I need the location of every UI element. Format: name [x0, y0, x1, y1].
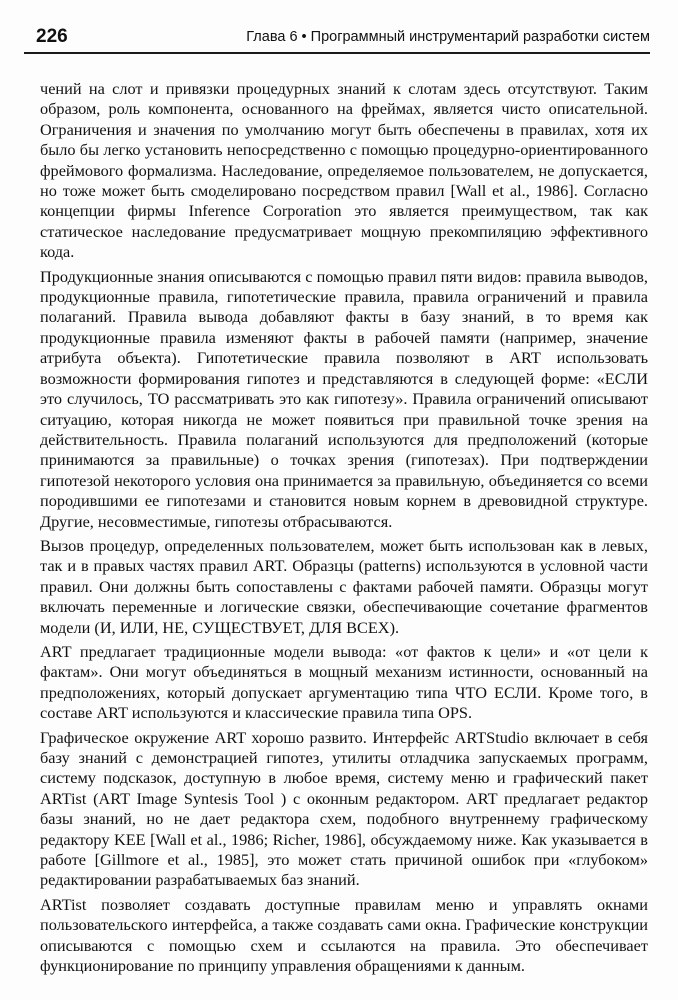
- paragraph-2: Продукционные знания описываются с помощью правил пяти видов: правила выводов, продукционные правила, гипотетические правила, правила ограничений и правила полаганий. Правила вывода добавляют факты в базу знаний, в то время как продукционные правила изменяют факты в рабочей памяти (например, значение атрибута объекта). Гипотетические правила позволяют в ART использовать возможности формирования гипотез и представляются в следующей форме: «ЕСЛИ это случилось, ТО рассматривать это как гипотезу». Правила ограничений описывают ситуацию, которая никогда не может появиться при правильной точке зрения на действительность. Правила полаганий используются для предположений (которые принимаются за правильные) о точках зрения (гипотезах). При подтверждении гипотезой некоторого условия она принимается за правильную, объединяется со всеми породившими ее гипотезами и становится новым корнем в древовидной структуре. Другие, несовместимые, гипотезы отбрасываются.: [40, 266, 648, 531]
- body-text: [40, 79, 648, 980]
- paragraph-4: ART предлагает традиционные модели вывода: «от фактов к цели» и «от цели к фактам». Они могут объединяться в мощный механизм истинности, основанный на предположениях, который допускает аргументацию типа ЧТО ЕСЛИ. Кроме того, в составе ART используются и классические правила типа OPS.: [40, 641, 648, 723]
- paragraph-3: Вызов процедур, определенных пользователем, может быть использован как в левых, так и в правых частях правил ART. Образцы (patterns) используются в условной части правил. Они должны быть сопоставлены с фактами рабочей памяти. Образцы могут включать переменные и логические связки, обеспечивающие сочетание фрагментов модели (И, ИЛИ, НЕ, СУЩЕСТВУЕТ, ДЛЯ ВСЕХ).: [40, 535, 648, 637]
- running-head: Глава 6 • Программный инструментарий разработки систем: [246, 29, 650, 45]
- page-header: [24, 26, 650, 54]
- paragraph-5: Графическое окружение ART хорошо развито. Интерфейс ARTStudio включает в себя базу знаний с демонстрацией гипотез, утилиты отладчика запускаемых программ, систему подсказок, доступную в любое время, систему меню и графический пакет ARTist (ART Image Syntesis Tool ) с оконным редактором. ART предлагает редактор базы знаний, но не дает редактора схем, подобного внутреннему графическому редактору KEE [Wall et al., 1986; Richer, 1986], обсуждаемому ниже. Как указывается в работе [Gillmore et al., 1985], это может стать причиной ошибок при «глубоком» редактировании разрабатываемых баз знаний.: [40, 727, 648, 890]
- paragraph-6: ARTist позволяет создавать доступные правилам меню и управлять окнами пользовательского интерфейса, а также создавать сами окна. Графические конструкции описываются с помощью схем и ссылаются на правила. Это обеспечивает функционирование по принципу управления обращениями к данным.: [40, 894, 648, 976]
- page-number: 226: [36, 26, 68, 47]
- paragraph-1: чений на слот и привязки процедурных знаний к слотам здесь отсутствуют. Таким образом, роль компонента, основанного на фреймах, является чисто описательной. Ограничения и значения по умолчанию могут быть обеспечены в правилах, хотя их было бы легко установить непосредственно с помощью процедурно-ориентированного фреймового формализма. Наследование, определяемое пользователем, не допускается, но тоже может быть смоделировано посредством правил [Wall et al., 1986]. Согласно концепции фирмы Inference Corporation это является преимуществом, так как статическое наследование предусматривает мощную прекомпиляцию эффективного кода.: [40, 79, 648, 262]
